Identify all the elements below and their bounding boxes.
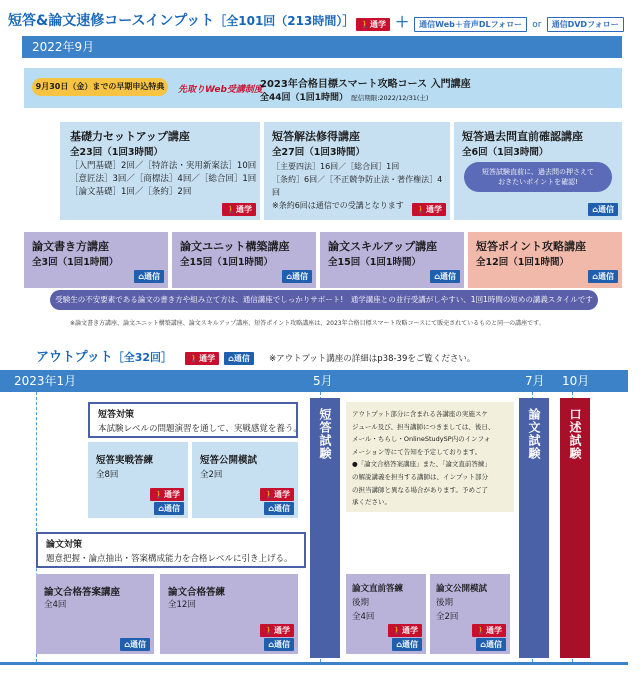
info-box (346, 402, 514, 512)
output-tag-tsugaku-label: 通学 (199, 354, 216, 363)
row2-tag: ⌂通信 (430, 270, 460, 283)
ronbun-chokuzen-box (346, 574, 426, 654)
exam-ronbun-label: 論文試験 (527, 408, 541, 460)
tag-web: 通信Web＋音声DLフォロー (414, 17, 527, 32)
ronbun-chokuzen-tag2-label: 通信 (402, 640, 418, 649)
tl-oct: 10月 (562, 374, 590, 388)
tanto-jissen-tag2-label: 通信 (164, 504, 180, 513)
row2-tag-label: 通信 (144, 272, 160, 281)
info-line: ●「論文合格答案講座」また、「論文直前答練」 (352, 460, 491, 469)
tanto-kaihou-sessions: 全27回（1回3時間） (272, 147, 365, 158)
tanto-koukai-box (192, 442, 298, 518)
tanto-jissen-box (88, 442, 188, 518)
ronbun-goukaku-sessions: 全4回 (44, 600, 67, 610)
tanto-kaihou-line: ※条約6回は通信での受講となります (272, 201, 404, 210)
web-label: 先取りWeb受講制度 (178, 85, 263, 95)
ronbun-chokuzen-tag1: 🚶通学 (388, 624, 422, 637)
exam-tanto-label: 短答試験 (318, 408, 332, 460)
tanto-kaihou-box (264, 122, 450, 220)
tanto-taisaku-desc: 本試験レベルの問題演習を通して、実戦感覚を養う。 (98, 424, 302, 434)
ronbun-goukaku-box (36, 574, 154, 654)
tanto-kaihou-tag-label: 通学 (426, 205, 442, 214)
tanto-kaihou-line: ［主要四法］16回／［総合回］1回 (272, 162, 400, 171)
tanto-taisaku-title: 短答対策 (98, 410, 135, 420)
row2-title: 論文スキルアップ講座 (328, 240, 438, 253)
ronbun-koukai-title: 論文公開模試 (436, 584, 488, 594)
tanto-jissen-tag1: 🚶通学 (150, 488, 184, 501)
kiso-box (60, 122, 260, 220)
tl-2023: 2023年1月 (14, 374, 77, 388)
kiso-line: ［論文基礎］1回／［条約］2回 (70, 187, 192, 197)
row2-box (172, 232, 316, 288)
output-count: ［全32回］ (112, 351, 173, 364)
row2-sessions: 全15回（1回1時間） (180, 257, 273, 268)
exam-ronbun-bar (519, 398, 549, 658)
bottom-rule (0, 662, 628, 665)
ronbun-chokuzen-sub: 後期 (352, 598, 370, 608)
kakomon-title: 短答過去問直前確認講座 (462, 130, 583, 143)
ronbun-toren-tag1-label: 通学 (274, 626, 290, 635)
exam-tanto-bar (310, 398, 340, 658)
early-sessions: 全44回（1回1時間） (260, 93, 349, 103)
info-line: ジュール及び、担当講師につきましては、後日、 (352, 422, 495, 431)
row2-note: ※論文書き方講座、論文ユニット構築講座、論文スキルアップ講座、短答ポイント攻略講座は、2023年合格目標スマート攻略コースにて販売されているものと同一の講座です。 (70, 320, 545, 327)
row2-tag-label: 通信 (292, 272, 308, 281)
kiso-line: ［意匠法］3回／［商標法］4回／［総合回］1回 (70, 174, 257, 184)
title-text: 短答&論文速修コースインプット (8, 13, 215, 29)
info-line: メール・ちらし・OnlineStudySP内のインフォ (352, 435, 491, 444)
ronbun-chokuzen-sessions: 全4回 (352, 612, 375, 622)
kiso-title: 基礎力セットアップ講座 (70, 130, 190, 143)
ronbun-chokuzen-title: 論文直前答練 (352, 584, 404, 594)
timeline-2022 (22, 36, 622, 58)
ronbun-taisaku-box (36, 532, 306, 568)
output-tag-tsushin: ⌂通信 (224, 352, 254, 365)
output-note: ※アウトプット講座の詳細はp38-39をご覧ください。 (269, 354, 476, 364)
tanto-kaihou-tag: 🚶通学 (412, 203, 446, 216)
title-count: ［全101回（213時間）］ (214, 14, 355, 28)
ronbun-goukaku-tag-label: 通信 (130, 640, 146, 649)
ronbun-goukaku-title: 論文合格答案講座 (44, 587, 121, 598)
kiso-line: ［入門基礎］2回／［特許法・実用新案法］10回 (70, 161, 257, 171)
row2-title: 短答ポイント攻略講座 (476, 240, 586, 253)
timeline-label: 2022年9月 (32, 40, 95, 54)
row2-tag: ⌂通信 (134, 270, 164, 283)
kakomon-box (454, 122, 622, 220)
row2-tag-label: 通信 (598, 272, 614, 281)
ronbun-koukai-tag1: 🚶通学 (472, 624, 506, 637)
tanto-kaihou-line: ［条約］6回／［不正競争防止法・著作権法］4回 (272, 175, 443, 197)
ronbun-toren-box (160, 574, 298, 654)
tanto-taisaku-box (88, 402, 302, 438)
tanto-koukai-tag2-label: 通信 (274, 504, 290, 513)
ronbun-koukai-tag2-label: 通信 (486, 640, 502, 649)
tanto-koukai-sessions: 全2回 (200, 470, 223, 480)
row2-tag: ⌂通信 (588, 270, 618, 283)
kakomon-bubble: 短答試験直前に、過去問の押さえて おきたいポイントを確認! (464, 162, 612, 192)
tanto-jissen-tag2: ⌂通信 (154, 502, 184, 515)
tanto-koukai-tag1: 🚶通学 (260, 488, 294, 501)
ronbun-toren-sessions: 全12回 (168, 600, 196, 610)
ronbun-koukai-tag2: ⌂通信 (476, 638, 506, 651)
row2-box (24, 232, 168, 288)
tl-may: 5月 (313, 374, 333, 388)
info-line: アウトプット部分に含まれる各講座の実施スケ (352, 410, 488, 418)
output-tag-tsushin-label: 通信 (233, 354, 250, 363)
ronbun-chokuzen-tag2: ⌂通信 (392, 638, 422, 651)
kakomon-sessions: 全6回（1回3時間） (462, 147, 549, 158)
row2-sessions: 全3回（1回1時間） (32, 257, 119, 268)
row2-box (320, 232, 464, 288)
tag-tsugaku (356, 18, 390, 31)
kiso-lines (70, 160, 256, 199)
output-tag-tsugaku: 🚶通学 (185, 352, 219, 365)
ronbun-koukai-sub: 後期 (436, 598, 454, 608)
ronbun-goukaku-tag: ⌂通信 (120, 638, 150, 651)
early-course: 2023年合格目標スマート攻略コース 入門講座 (260, 79, 471, 90)
tanto-koukai-tag1-label: 通学 (274, 490, 290, 499)
tanto-koukai-tag2: ⌂通信 (264, 502, 294, 515)
tanto-jissen-tag1-label: 通学 (164, 490, 180, 499)
kiso-sessions: 全23回（1回3時間） (70, 147, 163, 158)
kakomon-tag-label: 通信 (598, 205, 614, 214)
tanto-jissen-sessions: 全8回 (96, 470, 119, 480)
plus-sign: ＋ (395, 15, 410, 31)
header-tags (356, 12, 624, 32)
tag-tsugaku-label: 通学 (369, 20, 386, 29)
ronbun-toren-tag1: 🚶通学 (260, 624, 294, 637)
row2-tag-label: 通信 (440, 272, 456, 281)
tanto-jissen-title: 短答実戦答練 (96, 455, 154, 466)
tag-dvd: 通信DVDフォロー (547, 17, 624, 32)
info-lines (352, 408, 494, 509)
row2-sessions: 全15回（1回1時間） (328, 257, 421, 268)
early-bird-pill: 9月30日（金）までの早期申込特典 (32, 78, 168, 96)
output-title: アウトプット (36, 350, 113, 365)
ronbun-taisaku-title: 論文対策 (46, 540, 83, 550)
exam-koujutsu-label: 口述試験 (568, 408, 582, 460)
info-line: の解説講義を担当する講師は、インプット部分 (352, 472, 489, 481)
early-sessions-row (260, 90, 428, 103)
early-bird-section (24, 68, 622, 108)
row2-title: 論文書き方講座 (32, 240, 109, 253)
ronbun-toren-tag2-label: 通信 (274, 640, 290, 649)
row2-title: 論文ユニット構築講座 (180, 240, 290, 253)
ronbun-koukai-tag1-label: 通学 (486, 626, 502, 635)
info-line: メーション等にて告知を予定しております。 (352, 447, 482, 456)
kakomon-tag: ⌂通信 (588, 203, 618, 216)
row2-sessions: 全12回（1回1時間） (476, 257, 569, 268)
walk-icon: 🚶 (360, 20, 370, 29)
ronbun-koukai-box (430, 574, 510, 654)
row2-tag: ⌂通信 (282, 270, 312, 283)
early-note: 配信期限:2022/12/31(土) (351, 94, 429, 102)
or-text: or (532, 20, 542, 30)
info-line: の担当講師と異なる場合があります。予めご了 (352, 485, 488, 494)
tanto-kaihou-title: 短答解法修得講座 (272, 130, 360, 143)
timeline-2023 (0, 370, 628, 392)
kiso-tag: 🚶通学 (222, 203, 256, 216)
ronbun-toren-tag2: ⌂通信 (264, 638, 294, 651)
info-line: 承ください。 (352, 498, 391, 507)
exam-koujutsu-bar (560, 398, 590, 658)
ronbun-taisaku-desc: 題意把握・論点抽出・答案構成能力を合格レベルに引き上げる。 (46, 554, 293, 564)
ronbun-toren-title: 論文合格答練 (168, 587, 226, 598)
ronbun-chokuzen-tag1-label: 通学 (402, 626, 418, 635)
ronbun-koukai-sessions: 全2回 (436, 612, 459, 622)
row2-box (468, 232, 622, 288)
row2-banner: 受験生の不安要素である論文の書き方や組み立て方は、通信講座でしっかりサポート! 通学講座との並行受講がしやすい、1回1時間の短めの講義スタイルです (50, 290, 598, 310)
kiso-tag-label: 通学 (236, 205, 252, 214)
output-header (36, 346, 475, 365)
tl-jul: 7月 (525, 374, 545, 388)
tanto-koukai-title: 短答公開模試 (200, 455, 258, 466)
page-title (8, 10, 354, 30)
